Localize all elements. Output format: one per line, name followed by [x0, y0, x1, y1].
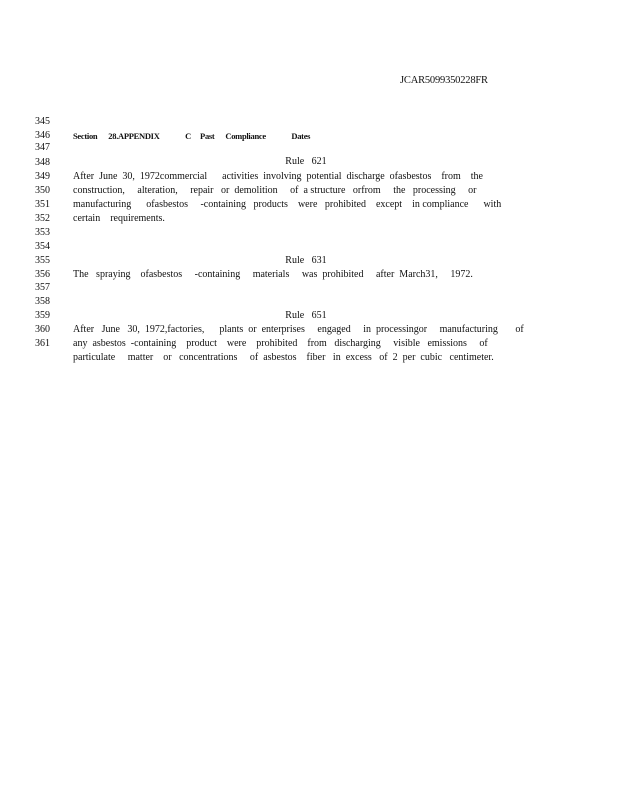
line-number: 356: [35, 269, 50, 280]
line-number: 346: [35, 130, 50, 141]
line-text: certain requirements.: [73, 213, 165, 224]
line-number: 347: [35, 142, 50, 153]
line-number: 351: [35, 199, 50, 210]
line-text: manufacturing ofasbestos -containing products were prohibited except in compliance with: [73, 199, 502, 210]
line-number: 345: [35, 116, 50, 127]
line-number: 361: [35, 338, 50, 349]
line-text: After June 30, 1972commercial activities involving potential discharge ofasbestos from the: [73, 171, 483, 182]
line-number: 355: [35, 255, 50, 266]
document-id: JCAR5099350228FR: [400, 75, 488, 86]
line-number: 357: [35, 282, 50, 293]
line-text: After June 30, 1972,factories, plants or enterprises engaged in processingor manufacturing of: [73, 324, 524, 335]
line-number: 350: [35, 185, 50, 196]
line-number: 348: [35, 157, 50, 168]
rule-heading: Rule 621: [285, 156, 327, 167]
line-text: particulate matter or concentrations of asbestos fiber in excess of 2 per cubic centimeter.: [73, 352, 494, 363]
section-heading: Section 28.APPENDIX C Past Compliance Dates: [73, 131, 311, 141]
line-number: 349: [35, 171, 50, 182]
line-text: The spraying ofasbestos -containing materials was prohibited after March31, 1972.: [73, 269, 473, 280]
line-text: construction, alteration, repair or demolition of a structure orfrom the processing or: [73, 185, 477, 196]
line-number: 360: [35, 324, 50, 335]
line-number: 353: [35, 227, 50, 238]
line-number: 359: [35, 310, 50, 321]
line-number: 354: [35, 241, 50, 252]
line-number: 352: [35, 213, 50, 224]
line-text: any asbestos -containing product were prohibited from discharging visible emissions of: [73, 338, 488, 349]
rule-heading: Rule 651: [285, 310, 327, 321]
line-number: 358: [35, 296, 50, 307]
rule-heading: Rule 631: [285, 255, 327, 266]
